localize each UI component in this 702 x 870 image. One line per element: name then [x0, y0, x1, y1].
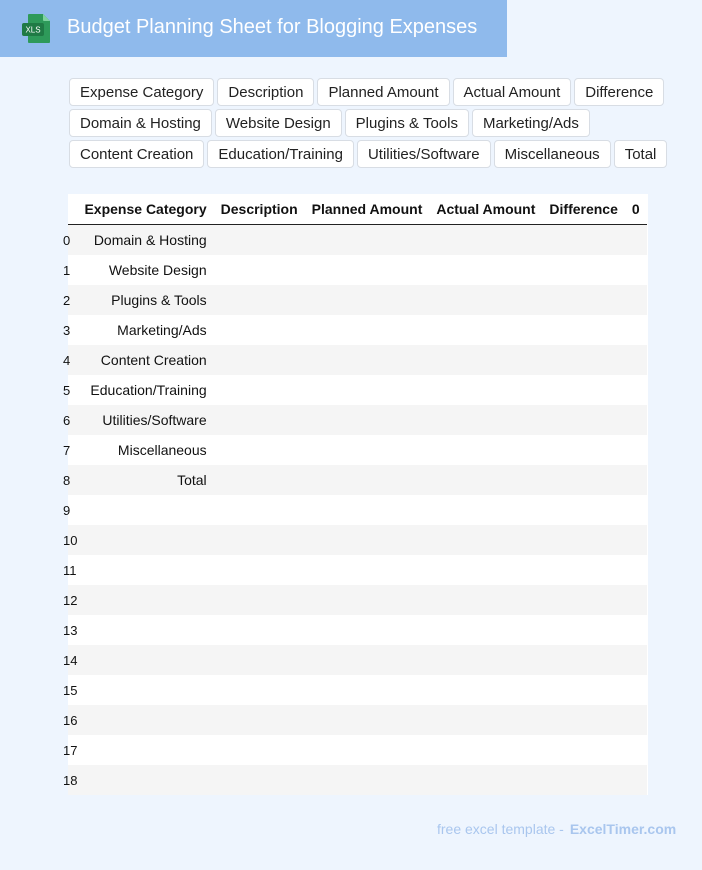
table-cell[interactable] [429, 435, 542, 465]
table-cell[interactable] [214, 705, 305, 735]
cell-expense-category[interactable] [77, 525, 213, 555]
table-row [68, 465, 647, 495]
table-cell[interactable] [542, 525, 624, 555]
table-cell[interactable] [214, 555, 305, 585]
table-cell[interactable] [542, 735, 624, 765]
table-row [68, 435, 647, 465]
tag-chip[interactable]: Description [217, 78, 314, 106]
row-index: 10 [63, 532, 78, 548]
tag-chip[interactable]: Content Creation [69, 140, 204, 168]
table-cell[interactable] [625, 405, 647, 435]
row-index: 7 [63, 442, 71, 458]
table-cell[interactable] [625, 435, 647, 465]
category-tags [69, 78, 679, 168]
table-cell[interactable] [214, 465, 305, 495]
cell-expense-category[interactable]: Domain & Hosting [77, 225, 213, 256]
table-row [68, 615, 647, 645]
table-cell[interactable] [305, 585, 430, 615]
table-cell[interactable] [305, 435, 430, 465]
table-cell[interactable] [542, 315, 624, 345]
table-cell[interactable] [305, 405, 430, 435]
table-cell[interactable] [305, 345, 430, 375]
table-row [68, 675, 647, 705]
cell-expense-category[interactable] [77, 495, 213, 525]
table-cell[interactable] [625, 555, 647, 585]
spreadsheet-table [63, 194, 648, 795]
table-cell[interactable] [542, 345, 624, 375]
table-cell[interactable] [429, 525, 542, 555]
row-index: 1 [63, 262, 71, 278]
footer-credit [437, 821, 676, 837]
row-index: 14 [63, 652, 78, 668]
table-cell[interactable] [542, 405, 624, 435]
table-cell[interactable] [542, 585, 624, 615]
table-row [68, 525, 647, 555]
table-cell[interactable] [305, 555, 430, 585]
table-cell[interactable] [542, 225, 624, 256]
table-cell[interactable] [625, 735, 647, 765]
row-index: 13 [63, 622, 78, 638]
table-cell[interactable] [625, 285, 647, 315]
table-cell[interactable] [214, 315, 305, 345]
cell-expense-category[interactable] [77, 765, 213, 795]
table-cell[interactable] [542, 255, 624, 285]
row-index: 5 [63, 382, 71, 398]
tag-chip[interactable]: Website Design [215, 109, 342, 137]
table-row [68, 735, 647, 765]
header-banner [0, 0, 507, 57]
table-row [68, 225, 647, 256]
table-cell[interactable] [214, 435, 305, 465]
cell-expense-category[interactable] [77, 675, 213, 705]
table-cell[interactable] [305, 615, 430, 645]
row-index: 18 [63, 772, 78, 788]
table-cell[interactable] [542, 705, 624, 735]
table-cell[interactable] [429, 315, 542, 345]
footer-brand-link[interactable]: ExcelTimer.com [569, 821, 677, 837]
table-cell[interactable] [542, 765, 624, 795]
row-index: 4 [63, 352, 71, 368]
row-index: 6 [63, 412, 71, 428]
table-cell[interactable] [214, 585, 305, 615]
table-cell[interactable] [625, 495, 647, 525]
table-cell[interactable] [305, 645, 430, 675]
table-cell[interactable] [429, 375, 542, 405]
table-cell[interactable] [625, 615, 647, 645]
column-header: Planned Amount [305, 194, 430, 225]
table-cell[interactable] [625, 345, 647, 375]
table-cell[interactable] [625, 675, 647, 705]
table-cell[interactable] [429, 735, 542, 765]
table-row [68, 555, 647, 585]
table-cell[interactable] [542, 285, 624, 315]
table-cell[interactable] [214, 765, 305, 795]
excel-file-icon [21, 13, 51, 44]
row-index: 16 [63, 712, 78, 728]
row-index: 2 [63, 292, 71, 308]
cell-expense-category[interactable]: Total [77, 465, 213, 495]
table-cell[interactable] [429, 225, 542, 256]
table-cell[interactable] [429, 585, 542, 615]
table-cell[interactable] [305, 285, 430, 315]
table-row [68, 375, 647, 405]
footer-prefix: free excel template - [437, 821, 564, 837]
table-cell[interactable] [625, 315, 647, 345]
table-cell[interactable] [429, 255, 542, 285]
tag-chip[interactable]: Difference [574, 78, 664, 106]
cell-expense-category[interactable] [77, 585, 213, 615]
table-row [68, 705, 647, 735]
table-cell[interactable] [305, 465, 430, 495]
table-cell[interactable] [305, 525, 430, 555]
table-cell[interactable] [429, 675, 542, 705]
table-cell[interactable] [429, 705, 542, 735]
cell-expense-category[interactable]: Education/Training [77, 375, 213, 405]
table-cell[interactable] [542, 375, 624, 405]
table-cell[interactable] [429, 615, 542, 645]
cell-expense-category[interactable]: Marketing/Ads [77, 315, 213, 345]
table-cell[interactable] [625, 525, 647, 555]
table-row [68, 285, 647, 315]
table-cell[interactable] [214, 495, 305, 525]
cell-expense-category[interactable]: Miscellaneous [77, 435, 213, 465]
table-cell[interactable] [305, 255, 430, 285]
table-cell[interactable] [429, 495, 542, 525]
cell-expense-category[interactable]: Plugins & Tools [77, 285, 213, 315]
table-row [68, 645, 647, 675]
table-cell[interactable] [429, 765, 542, 795]
table-row [68, 255, 647, 285]
table-cell[interactable] [542, 615, 624, 645]
tag-chip[interactable]: Education/Training [207, 140, 354, 168]
table-cell[interactable] [429, 285, 542, 315]
row-index: 3 [63, 322, 71, 338]
cell-expense-category[interactable]: Content Creation [77, 345, 213, 375]
column-header: Actual Amount [429, 194, 542, 225]
table-cell[interactable] [625, 645, 647, 675]
table-cell[interactable] [214, 735, 305, 765]
table-cell[interactable] [625, 705, 647, 735]
tag-chip[interactable]: Actual Amount [453, 78, 572, 106]
row-index: 11 [63, 562, 77, 578]
table-cell[interactable] [542, 465, 624, 495]
cell-expense-category[interactable]: Utilities/Software [77, 405, 213, 435]
table-cell[interactable] [214, 375, 305, 405]
table-row [68, 345, 647, 375]
tag-chip[interactable]: Domain & Hosting [69, 109, 212, 137]
table-cell[interactable] [214, 285, 305, 315]
tag-chip[interactable]: Planned Amount [317, 78, 449, 106]
table-cell[interactable] [214, 345, 305, 375]
table-cell[interactable] [305, 315, 430, 345]
row-index: 17 [63, 742, 78, 758]
table-cell[interactable] [305, 765, 430, 795]
cell-expense-category[interactable]: Website Design [77, 255, 213, 285]
table-cell[interactable] [542, 675, 624, 705]
cell-expense-category[interactable] [77, 615, 213, 645]
tag-chip[interactable]: Marketing/Ads [472, 109, 590, 137]
cell-expense-category[interactable] [77, 735, 213, 765]
table-cell[interactable] [214, 645, 305, 675]
column-header: Difference [542, 194, 624, 225]
table-cell[interactable] [214, 405, 305, 435]
table-cell[interactable] [214, 255, 305, 285]
table-row [68, 405, 647, 435]
page-title: Budget Planning Sheet for Blogging Expenses [67, 16, 478, 38]
table-row [68, 585, 647, 615]
cell-expense-category[interactable] [77, 555, 213, 585]
table-cell[interactable] [542, 555, 624, 585]
table-cell[interactable] [305, 495, 430, 525]
column-header [68, 194, 77, 225]
tag-chip[interactable]: Miscellaneous [494, 140, 611, 168]
table-cell[interactable] [625, 255, 647, 285]
tag-chip[interactable]: Total [614, 140, 668, 168]
table-cell[interactable] [429, 555, 542, 585]
table-body [63, 225, 647, 796]
table-cell[interactable] [429, 345, 542, 375]
table-row [68, 315, 647, 345]
table-cell[interactable] [305, 225, 430, 256]
table-header-row [68, 194, 647, 225]
tag-chip[interactable]: Expense Category [69, 78, 214, 106]
table-cell[interactable] [429, 465, 542, 495]
tag-chip[interactable]: Utilities/Software [357, 140, 491, 168]
table-cell[interactable] [214, 525, 305, 555]
column-header: 0 [625, 194, 647, 225]
tag-chip[interactable]: Plugins & Tools [345, 109, 469, 137]
table-cell[interactable] [214, 675, 305, 705]
column-header: Description [214, 194, 305, 225]
table-cell[interactable] [305, 735, 430, 765]
cell-expense-category[interactable] [77, 705, 213, 735]
table-cell[interactable] [429, 645, 542, 675]
table-cell[interactable] [214, 225, 305, 256]
row-index: 0 [63, 232, 71, 248]
table-cell[interactable] [305, 705, 430, 735]
table-cell[interactable] [542, 645, 624, 675]
column-header: Expense Category [77, 194, 213, 225]
table-cell[interactable] [625, 765, 647, 795]
row-index: 8 [63, 472, 71, 488]
table-cell[interactable] [625, 225, 647, 256]
cell-expense-category[interactable] [77, 645, 213, 675]
table-cell[interactable] [625, 585, 647, 615]
table-cell[interactable] [625, 465, 647, 495]
table-cell[interactable] [305, 675, 430, 705]
logo-text: XLS [25, 25, 41, 35]
row-index: 15 [63, 682, 78, 698]
table-cell[interactable] [542, 495, 624, 525]
table-row [68, 765, 647, 795]
row-index: 9 [63, 502, 71, 518]
table-cell[interactable] [429, 405, 542, 435]
table-cell[interactable] [214, 615, 305, 645]
table-row [68, 495, 647, 525]
row-index: 12 [63, 592, 78, 608]
table-cell[interactable] [625, 375, 647, 405]
table-cell[interactable] [305, 375, 430, 405]
table-cell[interactable] [542, 435, 624, 465]
